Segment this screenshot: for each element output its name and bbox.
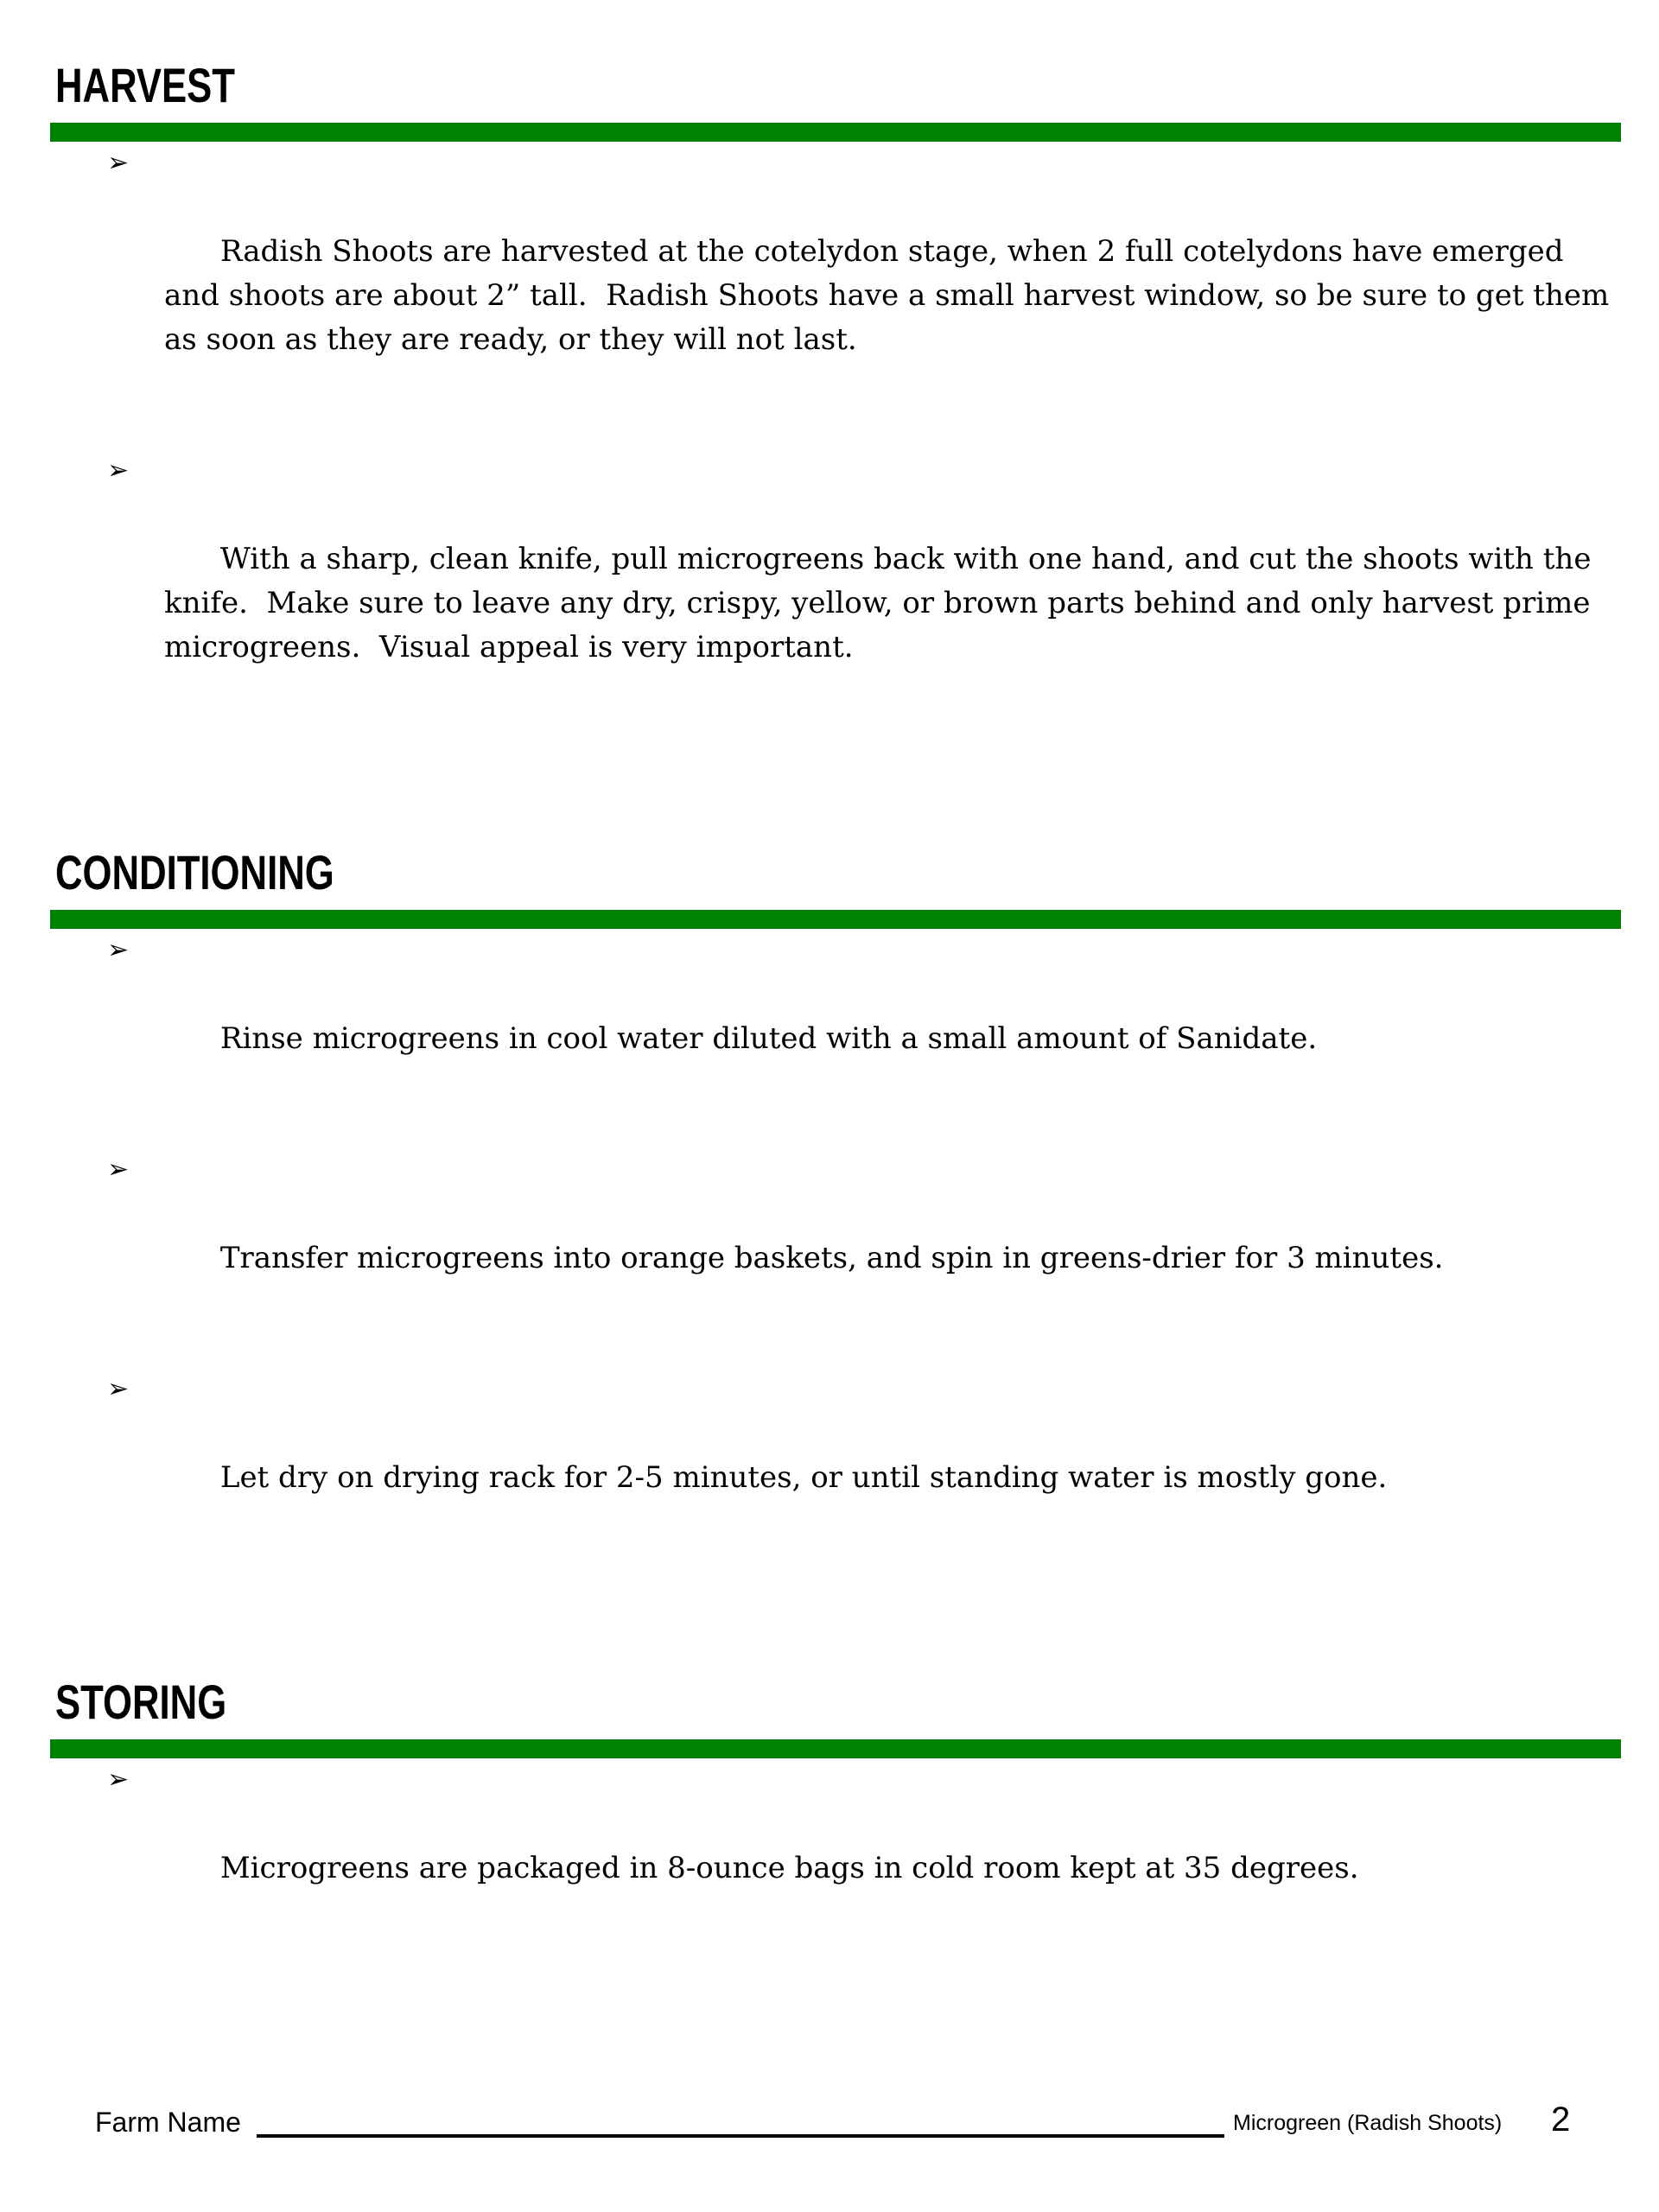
farm-name-label: Farm Name [95,2107,241,2138]
bullet-text: Microgreens are packaged in 8-ounce bags in cold room kept at 35 degrees. [219,1851,1359,1885]
bullet-text: Transfer microgreens into orange baskets, and spin in greens-drier for 3 minutes. [219,1241,1444,1275]
conditioning-bullet-list [50,929,1621,1544]
section-title-harvest: HARVEST [55,58,235,112]
arrowhead-bullet-icon: ➢ [107,455,130,486]
arrowhead-bullet-icon: ➢ [107,1154,130,1185]
arrowhead-bullet-icon: ➢ [107,1764,130,1795]
list-item [107,142,1621,406]
bullet-text: Let dry on drying rack for 2-5 minutes, or until standing water is mostly gone. [219,1460,1388,1495]
list-item [107,1758,1621,1935]
document-label: Microgreen (Radish Shoots) [1233,2111,1503,2135]
farm-name-blank-line [257,2110,1224,2138]
harvest-bullet-list [50,142,1621,714]
storing-bullet-list [50,1758,1621,1935]
list-item [107,929,1621,1105]
page-number: 2 [1551,2101,1571,2139]
bullet-text: Radish Shoots are harvested at the cotelydon stage, when 2 full cotelydons have emerged and shoots are about 2” tall. Radish Shoots have a small harvest window, so be sure to get them as soon as they are ready, or they will not last. [164,234,1619,357]
section-title-storing: STORING [55,1675,227,1729]
list-item [107,449,1621,714]
list-item [107,1148,1621,1325]
arrowhead-bullet-icon: ➢ [107,935,130,965]
section-title-conditioning: CONDITIONING [55,845,334,899]
bullet-text: Rinse microgreens in cool water diluted with a small amount of Sanidate. [219,1021,1318,1056]
list-item [107,1368,1621,1544]
bullet-text: With a sharp, clean knife, pull microgreens back with one hand, and cut the shoots with the knife. Make sure to leave any dry, crispy, yellow, or brown parts behind and only harvest prime microgreens. Visual appeal is very important. [164,542,1601,664]
section-bar [50,123,1621,142]
page-footer [0,2101,1659,2162]
section-bar [50,910,1621,929]
section-bar [50,1739,1621,1758]
arrowhead-bullet-icon: ➢ [107,1374,130,1404]
arrowhead-bullet-icon: ➢ [107,148,130,178]
